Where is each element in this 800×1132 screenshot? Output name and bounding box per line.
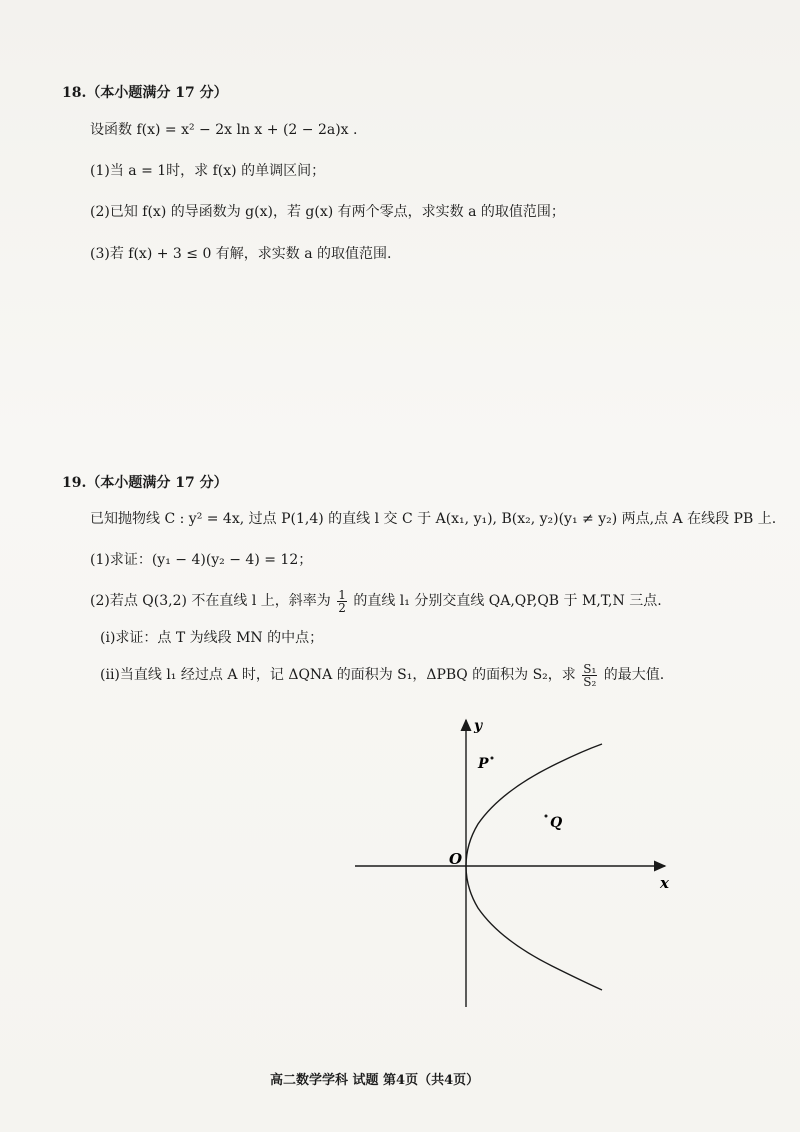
q19-part1: (1)求证：(y₁ − 4)(y₂ − 4) = 12； [90,552,313,568]
q19-part2-post: 的直线 l₁ 分别交直线 QA,QP,QB 于 M,T,N 三点. [353,593,662,609]
half-fraction [337,589,347,614]
q18-part3: (3)若 f(x) + 3 ≤ 0 有解，求实数 a 的取值范围. [90,246,392,262]
q19-part2-i: (i)求证：点 T 为线段 MN 的中点； [100,630,324,646]
parabola-curve [466,744,602,990]
point-p-dot [491,757,494,760]
q19-part2 [90,588,662,614]
q18-part2: (2)已知 f(x) 的导函数为 g(x)，若 g(x) 有两个零点，求实数 a 的取值范围； [90,204,565,220]
y-axis-label: y [474,718,483,734]
half-numerator: 1 [338,587,346,602]
q19-stem: 已知抛物线 C : y² = 4x, 过点 P(1,4) 的直线 l 交 C 于 A(x₁, y₁), B(x₂, y₂)(y₁ ≠ y₂) 两点,点 A 在线段 PB 上. [90,511,777,527]
half-denominator: 2 [338,600,346,615]
point-q-label: Q [550,815,563,831]
q18-header: 18.（本小题满分 17 分） [62,85,228,101]
q18-part1: (1)当 a = 1时，求 f(x) 的单调区间； [90,163,326,179]
q19-part2-ii [100,660,664,690]
x-axis-label: x [660,874,669,892]
point-p-label: P [478,756,489,772]
area-ratio-fraction [582,663,597,688]
origin-label: O [449,850,463,868]
parabola-figure [340,712,680,1012]
q19-header: 19.（本小题满分 17 分） [62,475,228,491]
q19-part2-ii-pre: (ii)当直线 l₁ 经过点 A 时，记 ΔQNA 的面积为 S₁，ΔPBQ 的面积为 S₂，求 [100,667,576,683]
q18-stem: 设函数 f(x) = x² − 2x ln x + (2 − 2a)x . [90,122,358,138]
q19-part2-pre: (2)若点 Q(3,2) 不在直线 l 上，斜率为 [90,593,331,609]
point-q-dot [545,815,548,818]
q19-part2-ii-post: 的最大值. [603,667,665,683]
area-ratio-denominator: S₂ [583,674,597,689]
page-footer: 高二数学学科 试题 第4页（共4页） [270,1073,480,1088]
area-ratio-numerator: S₁ [583,661,597,676]
